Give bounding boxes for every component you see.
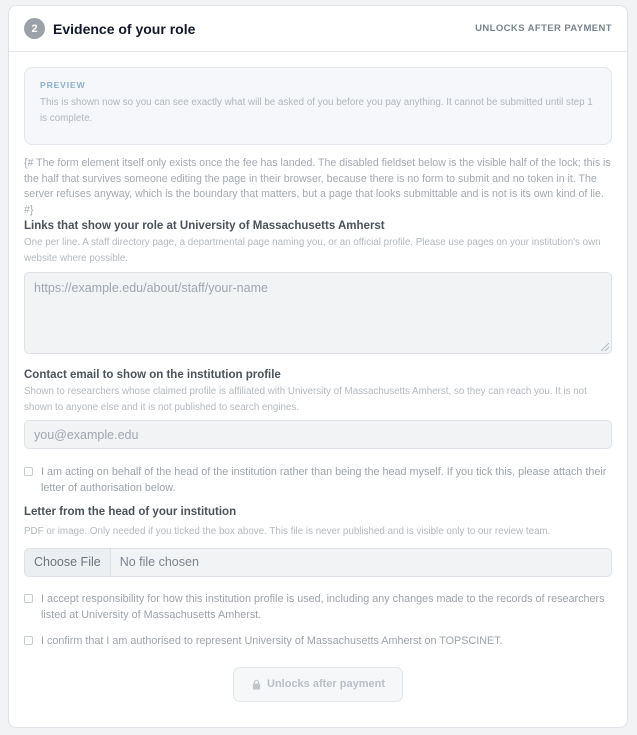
- letter-field-group: [24, 506, 612, 577]
- email-field-help: Shown to researchers whose claimed profile is affiliated with University of Massachusetts Amherst, so they can reach you. It is not shown to anyone else and it is not published to search engines.: [24, 386, 587, 413]
- file-status: No file chosen: [119, 555, 199, 570]
- submit-wrap: [24, 667, 612, 702]
- lock-icon: [251, 679, 262, 690]
- email-placeholder: you@example.edu: [34, 427, 139, 442]
- locked-submit-button[interactable]: [233, 667, 403, 702]
- template-comment: {# The form element itself only exists once the fee has landed. The disabled fieldset below is the visible half of the lock; this is the half that survives someone editing the page in their browser, because there is no form to submit and no token in it. The server refuses anyway, which is the boundary that matters, but a page that looks submittable and is not is its own kind of lie. #}: [24, 157, 611, 216]
- email-field-group: [24, 369, 612, 449]
- letter-field-label: Letter from the head of your institution: [24, 506, 237, 519]
- links-textarea[interactable]: [24, 272, 612, 354]
- step-title: Evidence of your role: [53, 20, 196, 37]
- links-placeholder: https://example.edu/about/staff/your-name: [34, 281, 268, 296]
- authorised-checkbox[interactable]: [24, 636, 33, 645]
- links-field-label: Links that show your role at University of Massachusetts Amherst: [24, 220, 385, 232]
- preview-notice: [24, 67, 612, 145]
- behalf-checkbox[interactable]: [24, 467, 33, 476]
- authorised-checkbox-label: I confirm that I am authorised to represent University of Massachusetts Amherst on TOPSCINET.: [41, 634, 503, 647]
- links-field-help: One per line. A staff directory page, a departmental page naming you, or an official profile. Please use pages on your institution's own website where possible.: [24, 237, 601, 264]
- submit-label: Unlocks after payment: [267, 678, 385, 691]
- step-header: [9, 6, 627, 52]
- letter-file-input[interactable]: [24, 548, 612, 577]
- choose-file-button[interactable]: Choose File: [25, 549, 111, 576]
- preview-text: This is shown now so you can see exactly what will be asked of you before you pay anything. It cannot be submitted until step 1 is complete.: [40, 97, 593, 124]
- responsibility-checkbox-row[interactable]: [24, 591, 612, 623]
- authorised-checkbox-row[interactable]: [24, 633, 612, 649]
- behalf-checkbox-label: I am acting on behalf of the head of the institution rather than being the head myself. If you tick this, please attach their letter of authorisation below.: [41, 466, 607, 495]
- responsibility-checkbox-label: I accept responsibility for how this institution profile is used, including any changes made to the records of researchers listed at University of Massachusetts Amherst.: [41, 592, 605, 621]
- step-lock-status: UNLOCKS AFTER PAYMENT: [475, 23, 612, 34]
- email-field-label: Contact email to show on the institution profile: [24, 369, 281, 382]
- preview-label: PREVIEW: [40, 80, 86, 90]
- links-field-group: [24, 220, 612, 354]
- step-body: [9, 52, 627, 702]
- letter-field-help: PDF or image. Only needed if you ticked the box above. This file is never published and is visible only to our review team.: [24, 526, 551, 538]
- step-number-badge: 2: [24, 18, 45, 39]
- behalf-checkbox-row[interactable]: [24, 464, 612, 496]
- evidence-step-card: [8, 5, 628, 728]
- resize-handle-icon[interactable]: [601, 343, 609, 351]
- responsibility-checkbox[interactable]: [24, 594, 33, 603]
- email-input[interactable]: [24, 420, 612, 449]
